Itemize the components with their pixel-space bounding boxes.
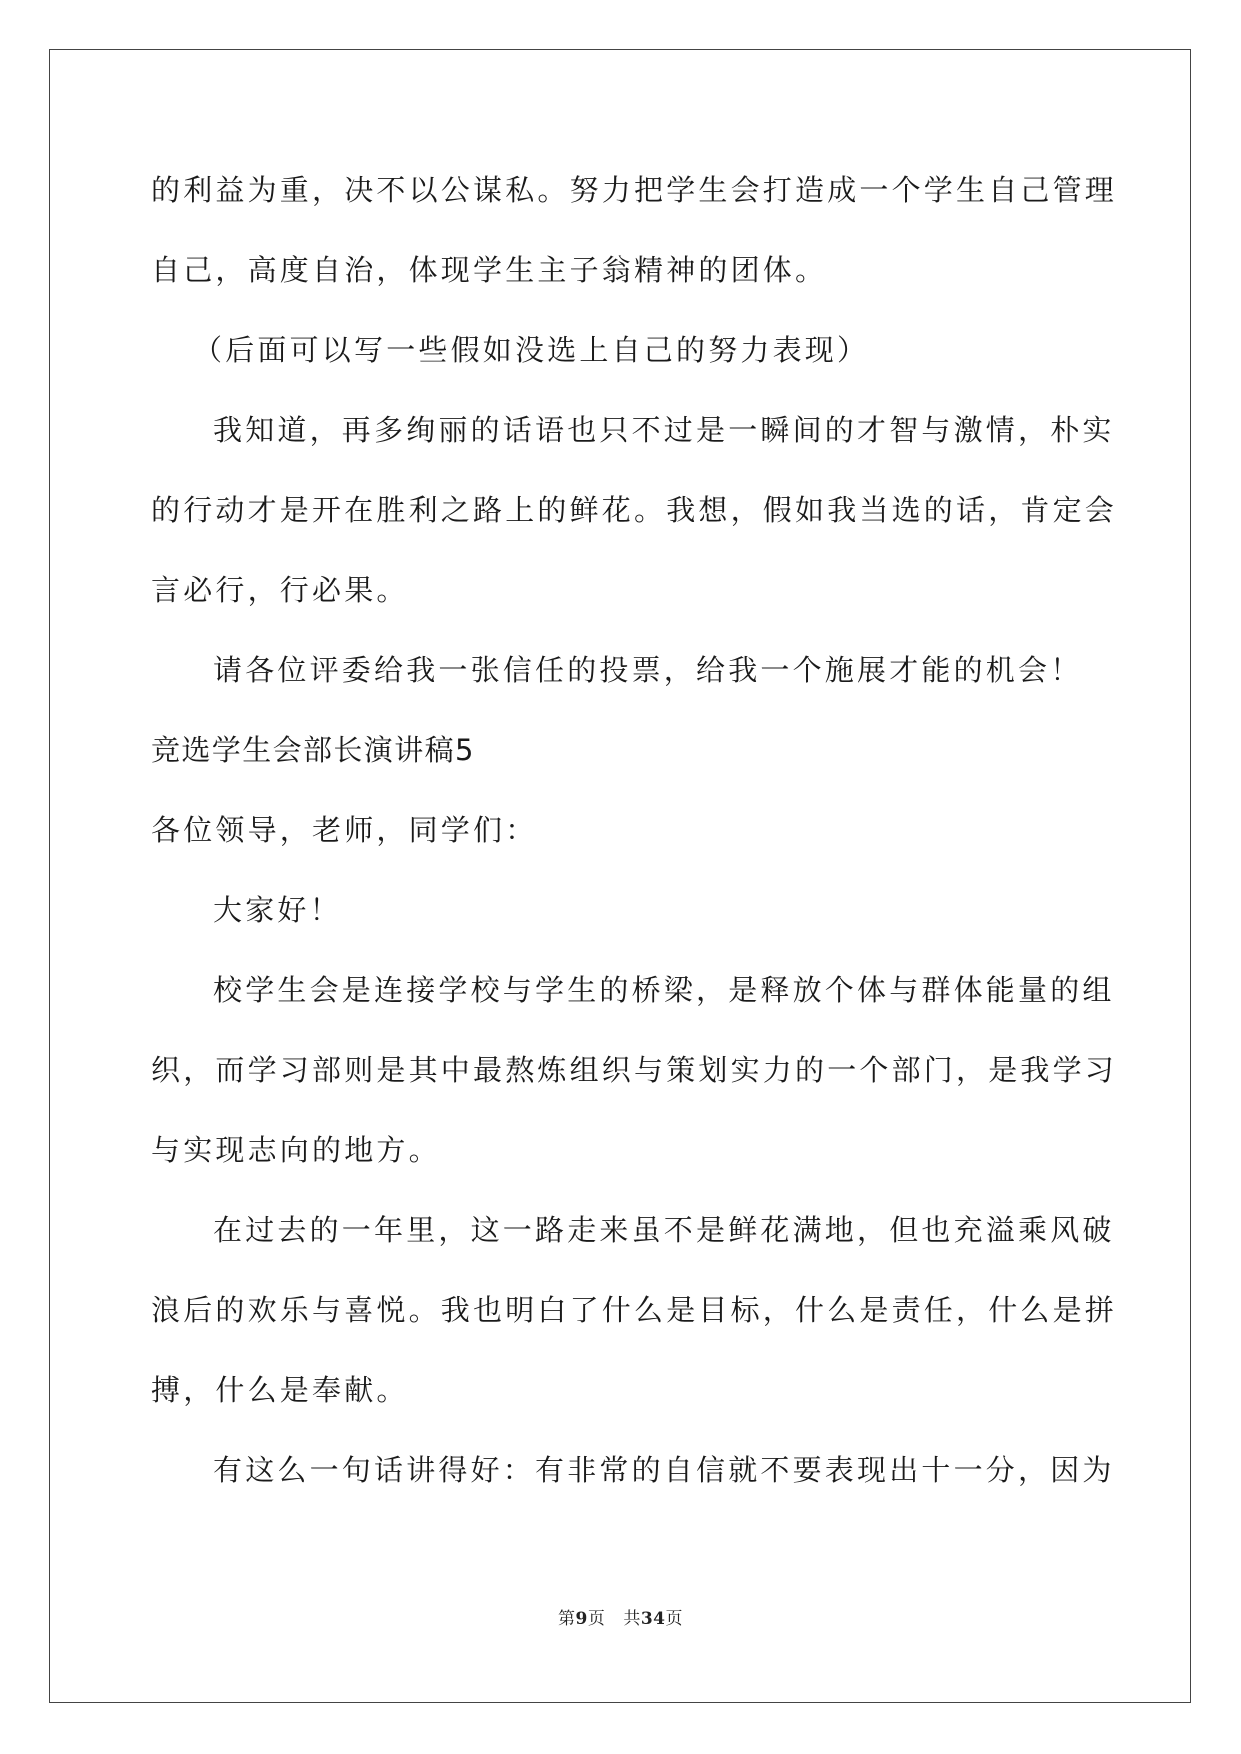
text-line: 的利益为重，决不以公谋私。努力把学生会打造成一个学生自己管理 [151, 173, 1118, 207]
section-heading: 竞选学生会部长演讲稿5 [151, 733, 475, 767]
text-line: 在过去的一年里，这一路走来虽不是鲜花满地，但也充溢乘风破 [213, 1213, 1115, 1247]
footer-page-suffix: 页 [587, 1609, 606, 1629]
footer-total-prefix: 共 [623, 1609, 641, 1629]
text-line: 有这么一句话讲得好：有非常的自信就不要表现出十一分，因为 [213, 1453, 1115, 1487]
text-line: 搏，什么是奉献。 [151, 1373, 409, 1407]
page-footer [0, 1604, 1241, 1629]
text-line: （后面可以写一些假如没选上自己的努力表现） [193, 333, 870, 367]
total-pages: 34 [640, 1609, 666, 1629]
text-line: 自己，高度自治，体现学生主子翁精神的团体。 [151, 253, 828, 287]
text-line: 浪后的欢乐与喜悦。我也明白了什么是目标，什么是责任，什么是拼 [151, 1293, 1118, 1327]
text-line: 织，而学习部则是其中最熬炼组织与策划实力的一个部门，是我学习 [151, 1053, 1118, 1087]
text-line: 校学生会是连接学校与学生的桥梁，是释放个体与群体能量的组 [213, 973, 1115, 1007]
page-number: 9 [575, 1609, 588, 1629]
greeting: 大家好！ [213, 893, 342, 927]
footer-total-suffix: 页 [665, 1609, 683, 1629]
text-line: 的行动才是开在胜利之路上的鲜花。我想，假如我当选的话，肯定会 [151, 493, 1118, 527]
salutation: 各位领导，老师，同学们： [151, 813, 538, 847]
text-line: 言必行，行必果。 [151, 573, 409, 607]
text-line: 我知道，再多绚丽的话语也只不过是一瞬间的才智与激情，朴实 [213, 413, 1115, 447]
text-line: 与实现志向的地方。 [151, 1133, 441, 1167]
footer-prefix: 第 [557, 1609, 576, 1629]
text-line: 请各位评委给我一张信任的投票，给我一个施展才能的机会！ [213, 653, 1083, 687]
